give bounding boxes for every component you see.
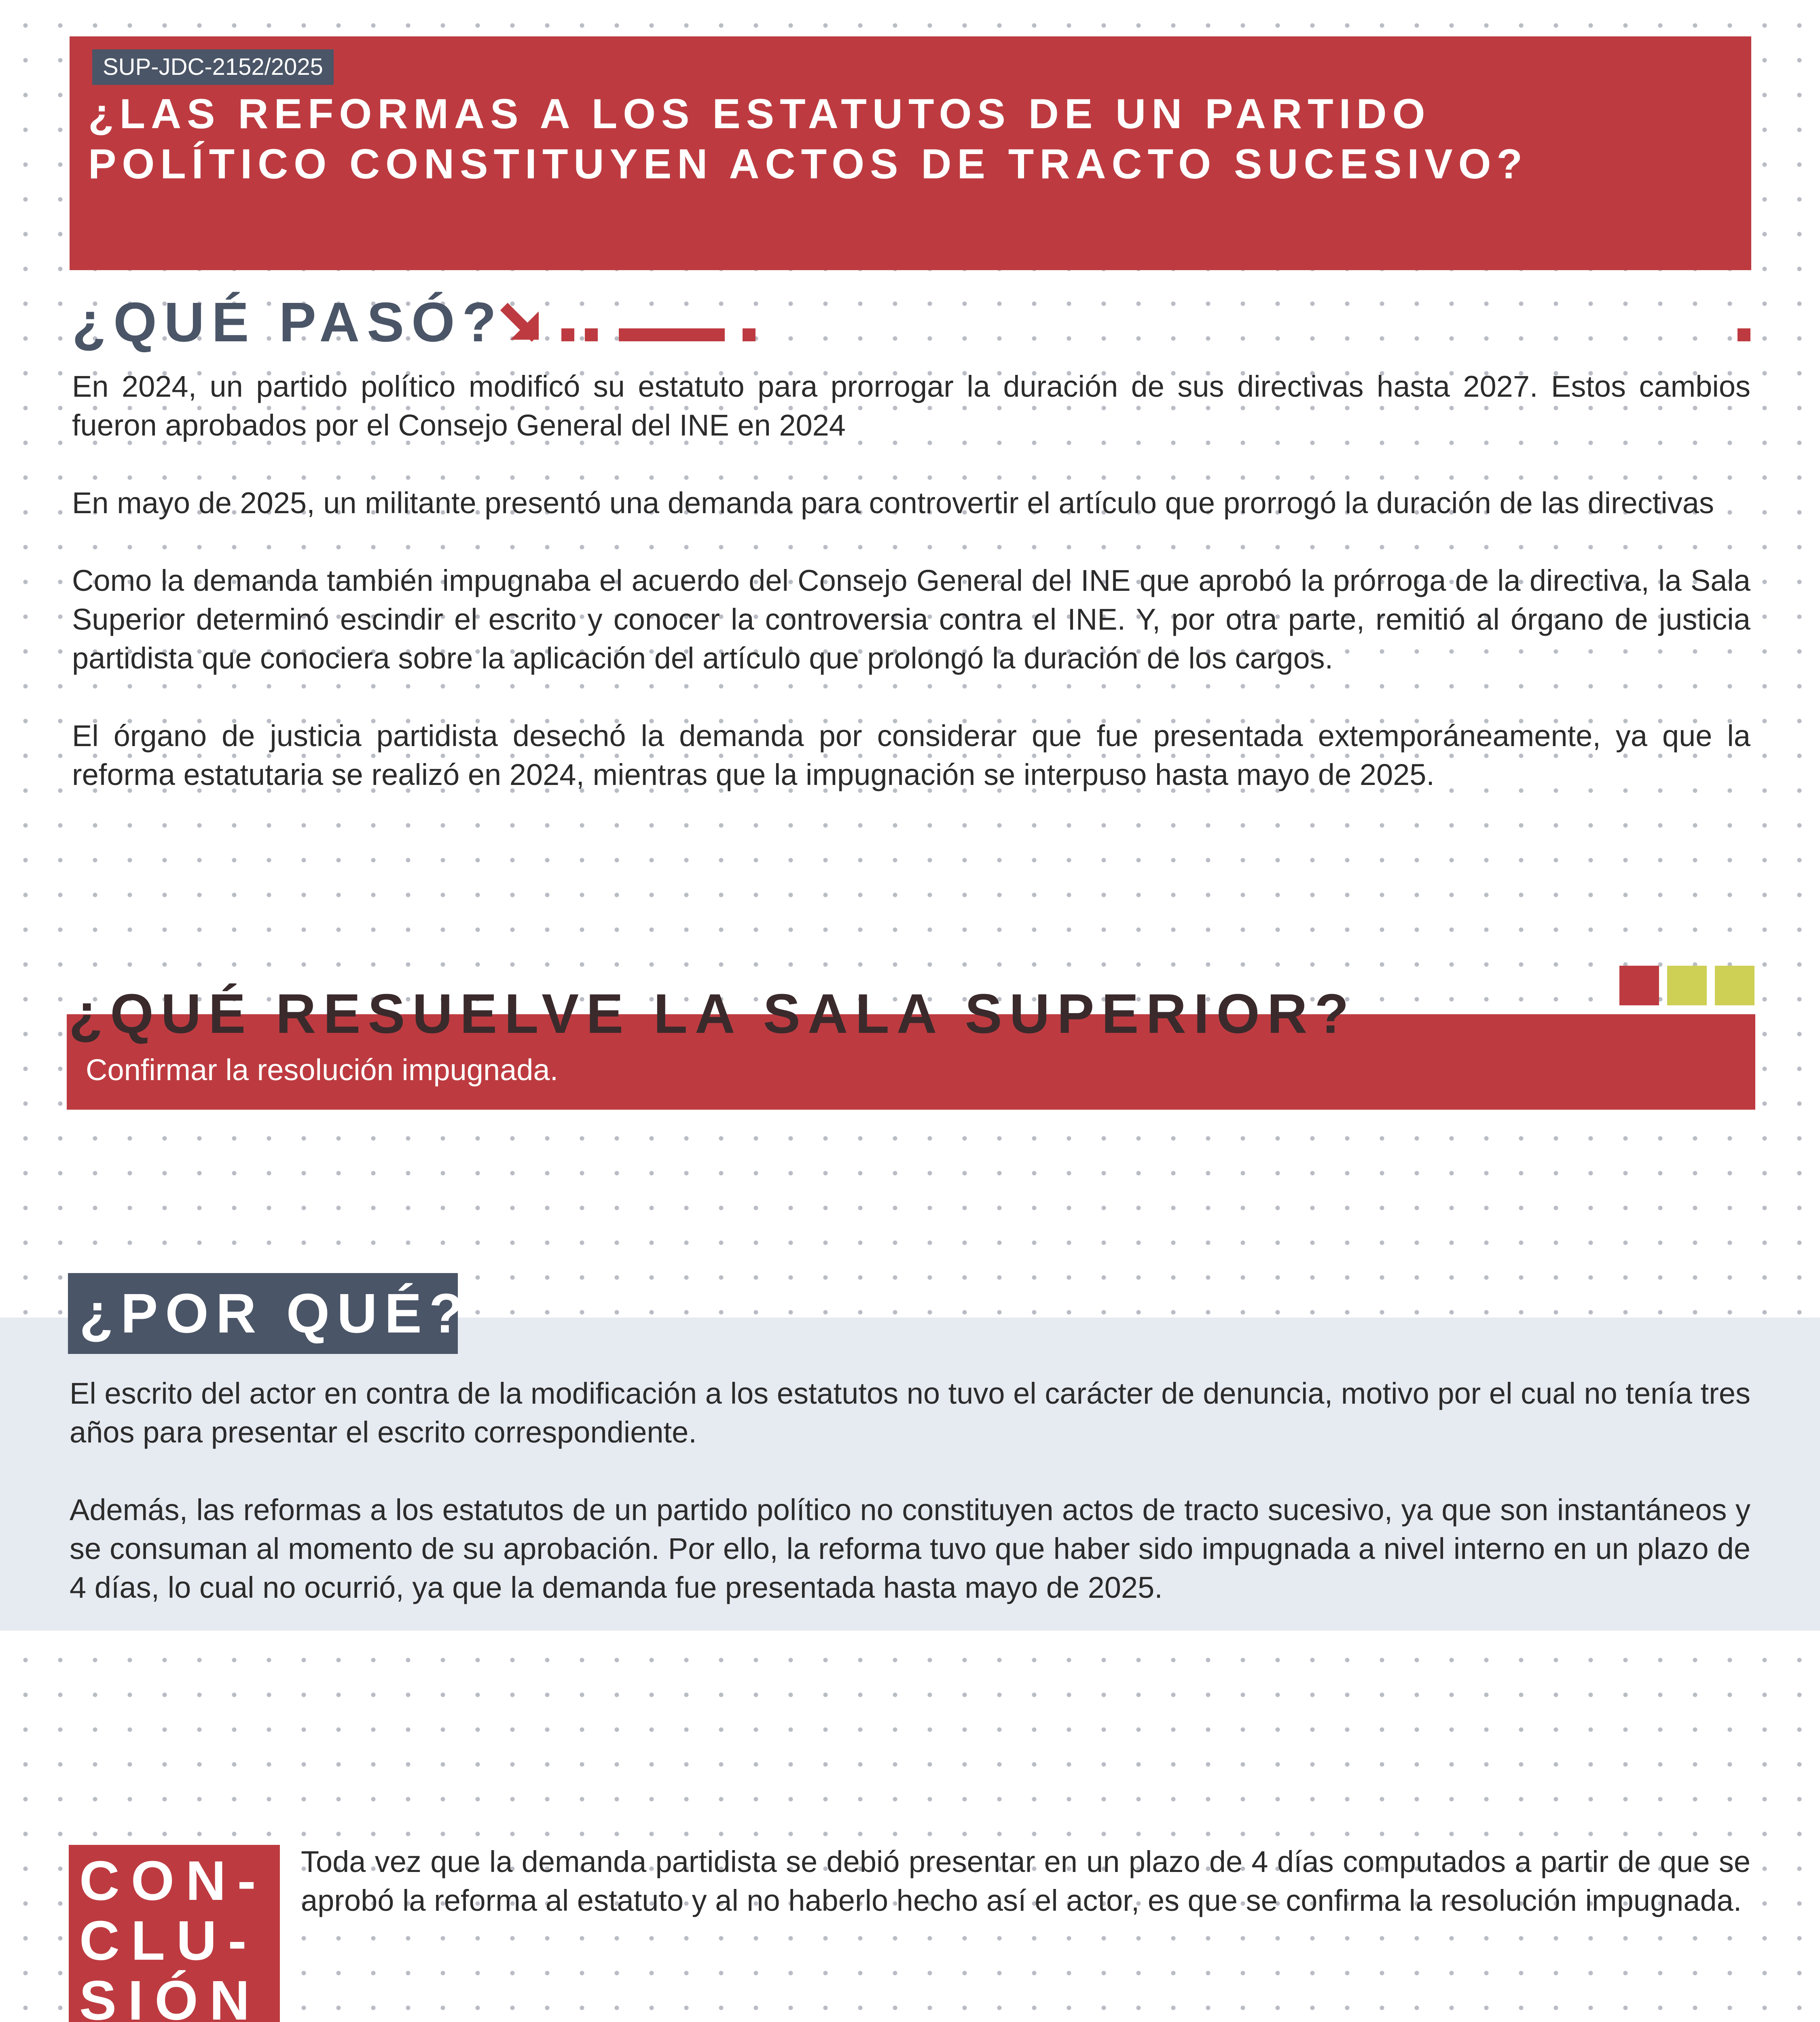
paragraph: El escrito del actor en contra de la modificación a los estatutos no tuvo el carácter de denuncia, motivo por el cual no tenía tres años para presentar el escrito correspondiente. [70, 1377, 1750, 1449]
conclusion-heading-line-3: SIÓN [79, 1969, 261, 2022]
sala-resolution-text: Confirmar la resolución impugnada. [86, 1053, 559, 1087]
porque-body [70, 1374, 1750, 1646]
que-paso-body [72, 367, 1750, 833]
page-title [88, 89, 1726, 189]
decor-dot [561, 328, 574, 341]
conclusion-heading-line-2: CLU- [79, 1910, 258, 1972]
title-line-1: ¿LAS REFORMAS A LOS ESTATUTOS DE UN PARTIDO [88, 91, 1431, 137]
paragraph: En mayo de 2025, un militante presentó una demanda para controvertir el artículo que prorrogó la duración de las directivas [72, 486, 1714, 520]
conclusion-text: Toda vez que la demanda partidista se debió presentar en un plazo de 4 días computados a partir de que se aprobó la reforma al estatuto y al no haberlo hecho así el actor, es que se confirma la resolución impugnada. [301, 1845, 1750, 1917]
decor-square-red [1619, 966, 1659, 1005]
paragraph: En 2024, un partido político modificó su estatuto para prorrogar la duración de sus directivas hasta 2027. Estos cambios fueron aprobados por el Consejo General del INE en 2024 [72, 370, 1750, 442]
section-heading-porque: ¿POR QUÉ? [79, 1282, 471, 1345]
section-heading-sala: ¿QUÉ RESUELVE LA SALA SUPERIOR? [69, 983, 1356, 1045]
title-line-2: POLÍTICO CONSTITUYEN ACTOS DE TRACTO SUCESIVO? [88, 141, 1528, 188]
arrow-down-right-icon [498, 301, 543, 345]
paragraph: Además, las reformas a los estatutos de un partido político no constituyen actos de tracto sucesivo, ya que son instantáneos y se consuman al momento de su aprobación. Por ello, la reforma tuvo que haber sido impugnada a nivel interno en un plazo de 4 días, lo cual no ocurrió, ya que la demanda fue presentada hasta mayo de 2025. [70, 1493, 1750, 1604]
conclusion-heading-line-1: CON- [79, 1850, 267, 1912]
decor-dash [619, 328, 725, 341]
decor-square-lime [1715, 966, 1754, 1005]
decor-dot [585, 328, 598, 341]
decor-dot [1737, 328, 1750, 341]
paragraph: El órgano de justicia partidista desechó la demanda por considerar que fue presentada extemporáneamente, ya que la reforma estatutaria se realizó en 2024, mientras que la impugnación se interpuso hasta mayo de 2025. [72, 719, 1750, 791]
decor-square-lime [1667, 966, 1707, 1005]
paragraph: Como la demanda también impugnaba el acuerdo del Consejo General del INE que aprobó la prórroga de la directiva, la Sala Superior determinó escindir el escrito y conocer la controversia contra el INE. Y, por otra parte, remitió al órgano de justicia partidista que conociera sobre la aplicación del artículo que prolongó la duración de los cargos. [72, 564, 1750, 675]
section-heading-que-paso: ¿QUÉ PASÓ? [72, 291, 504, 353]
case-number-badge: SUP-JDC-2152/2025 [92, 49, 334, 85]
decor-dot [743, 328, 756, 341]
